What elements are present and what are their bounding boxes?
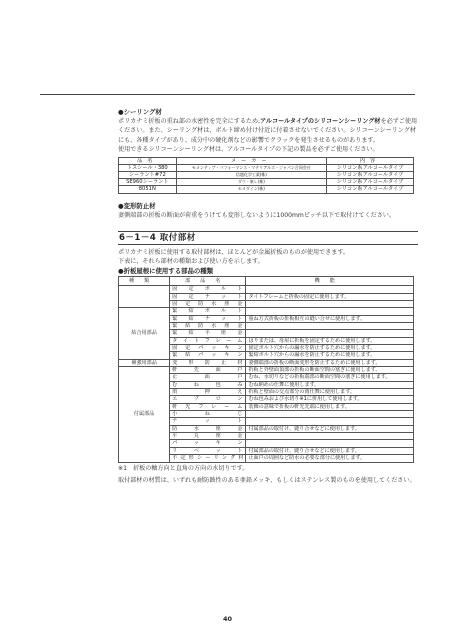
parts-function-cell: 重ね方式折板の折板相互の縫い合せに使用します。 [246,315,414,322]
parts-function-cell: 折板と外壁面頂部の折板の断面空間の塞ぎに使用します。 [246,367,414,374]
parts-function-cell [246,322,414,329]
parts-name-cell: 不定形シーリング材 [170,455,246,462]
page-number: 40 [222,615,233,623]
parts-name-cell: リベット [170,447,246,454]
sealant-table-cell: ダウ・東レ(株) [176,179,326,186]
parts-table-row [119,359,414,366]
sealant-table-row [119,164,414,171]
sealant-table-cell: シリコン系アルコールタイプ [327,179,414,186]
parts-function-cell: 付属部品の取付け、縫り合せなどに使用します。 [246,447,414,454]
parts-name-cell: 緊結パッキン [170,352,246,359]
parts-name-cell: 止面戸 [170,374,246,381]
parts-function-cell: タイトフレームと折板の固定に使用します。 [246,293,414,300]
parts-name-cell: 変形防止材 [170,359,246,366]
parts-category-cell: 補強用部品 [119,359,170,366]
section-paragraph-1: ポリカナミ折板に使用する取付部材は、ほとんどが金属折板のものが使用できます。 [118,249,350,257]
parts-function-cell: 付属部品の取付け、縫り合せなどに使用します。 [246,425,414,432]
parts-name-cell: むね包み [170,381,246,388]
sealant-table-cell: シリコン系アルコールタイプ [327,172,414,179]
parts-name-cell: 緊結ボルト [170,308,246,315]
parts-function-cell [246,286,414,293]
parts-function-cell [246,308,414,315]
sealant-paragraph-2: 使用できるシリコーンシーリング材は、アルコールタイプの下記の製品を必ずご使用ください。 [118,146,379,154]
parts-name-cell: 固定ナット [170,293,246,300]
page-content [118,108,418,485]
parts-name-cell: 軒先面戸 [170,367,246,374]
section-title: 6－1－4 取付部材 [118,231,418,245]
parts-function-cell: 折板と壁面の交点部分の雨仕舞に使用します。 [246,389,414,396]
section-paragraph-2: 下表に、それら部材の種類および使い方を示します。 [118,258,264,266]
parts-function-cell [246,411,414,418]
parts-name-cell: 固定防水座金 [170,300,246,307]
parts-category-cell: 結合用部品 [119,308,170,359]
parts-name-cell: 固定パッキン [170,345,246,352]
parts-name-cell: 緊結ナット [170,315,246,322]
sealant-table-row [119,186,414,193]
sealant-table-cell: SE960シーラント [119,179,177,186]
parts-function-cell: 妻側端部の折板の断面変形を防止するために使用します。 [246,359,414,366]
parts-name-cell: エプロン [170,396,246,403]
parts-category-cell [119,286,170,308]
parts-category-cell: 付属部品 [119,367,170,462]
parts-table-heading: ●折板屋根に使用する部品の種類 [118,266,214,275]
sealant-table-cell: 信越化学工業(株) [176,172,326,179]
sealant-table-header: メーカー [176,157,326,164]
parts-function-cell [246,330,414,337]
parts-name-cell: 雨押え [170,389,246,396]
parts-function-cell: むね包みおよび水切り※1に併用して使用します。 [246,396,414,403]
parts-function-cell [246,440,414,447]
parts-table [118,276,414,463]
parts-name-cell: 固定ボルト [170,286,246,293]
parts-table-header: 機能 [246,276,414,285]
parts-name-cell: パッキン [170,440,246,447]
sealant-table-row [119,172,414,179]
sealant-paragraph-1: ポリカナミ折板の重ね部の水密性を完全にするため,アルコールタイプのシリコーンシーリング材を必ずご使用ください。また、シーリング材は、ボルト締め付け付近に付着させないでください。シリコーンシーリング材にも、各種タイプがあり、成分中の硬化剤などの影響でクラックを発生させるものがあります。 [118,118,418,144]
sealant-table-cell: セメダイン(株) [176,186,326,193]
parts-function-cell: 固定ボルト穴からの漏水を防止するために使用します。 [246,345,414,352]
sealant-table-cell: モメンティブ・パフォーマンス・マテリアルズ・ジャパン合同会社 [176,164,326,171]
parts-function-cell: 装飾の意味で折板の軒先先端に使用します。 [246,403,414,410]
parts-name-cell: 防水座金 [170,425,246,432]
parts-name-cell: ナット [170,418,246,425]
parts-table-row [119,308,414,315]
parts-name-cell: 小ねじ [170,411,246,418]
parts-name-cell: 軒先フレーム [170,403,246,410]
parts-name-cell: タイトフレーム [170,337,246,344]
sealant-table-cell: シーラント#72 [119,172,177,179]
parts-name-cell: 平丸座金 [170,433,246,440]
closing-paragraph: 取付部材の材質は、いずれも耐防蝕性のある亜鉛メッキ、もしくはステンレス製のものを使用してください。 [118,476,416,484]
deformation-paragraph: 妻側端部の折板の断面が荷重をうけても変形しないように1000mmピッチ以下で取付けてください。 [118,211,395,219]
parts-table-header: 種類 [119,276,170,285]
deformation-heading: ●変形防止材 [118,201,156,210]
top-rule [40,94,415,95]
sealant-table-cell: トスシール・380 [119,164,177,171]
sealant-table-row [119,179,414,186]
parts-name-cell: 緊結平座金 [170,330,246,337]
parts-function-cell: むね納めの仕舞に使用します。 [246,381,414,388]
sealant-table-cell: 8051N [119,186,177,193]
parts-table-row [119,367,414,374]
parts-table-row [119,286,414,293]
sealant-table [118,157,414,194]
sealant-table-cell: シリコン系アルコールタイプ [327,186,414,193]
parts-function-cell [246,300,414,307]
sealant-table-cell: シリコン系アルコールタイプ [327,164,414,171]
footnote: ※1 折板の軸方向と直角の方向の水切りです。 [118,464,249,472]
parts-function-cell [246,418,414,425]
sealant-heading: ●シーリング材 [118,108,162,116]
parts-function-cell: 緊結ボルト穴からの漏水を防止するために使用します。 [246,352,414,359]
parts-name-cell: 緊結防水座金 [170,322,246,329]
sealant-table-header: 内容 [327,157,414,164]
parts-function-cell [246,433,414,440]
parts-table-header: 部品名 [170,276,246,285]
parts-function-cell: はりまたは、母屋に折板を固定するために使用します。 [246,337,414,344]
parts-function-cell: 止面戸の周囲など防水の必要な部分に使用します。 [246,455,414,462]
sealant-table-header: 品名 [119,157,177,164]
parts-function-cell: むね、水切りなどの折板端部の断面空間の塞ぎに使用します。 [246,374,414,381]
